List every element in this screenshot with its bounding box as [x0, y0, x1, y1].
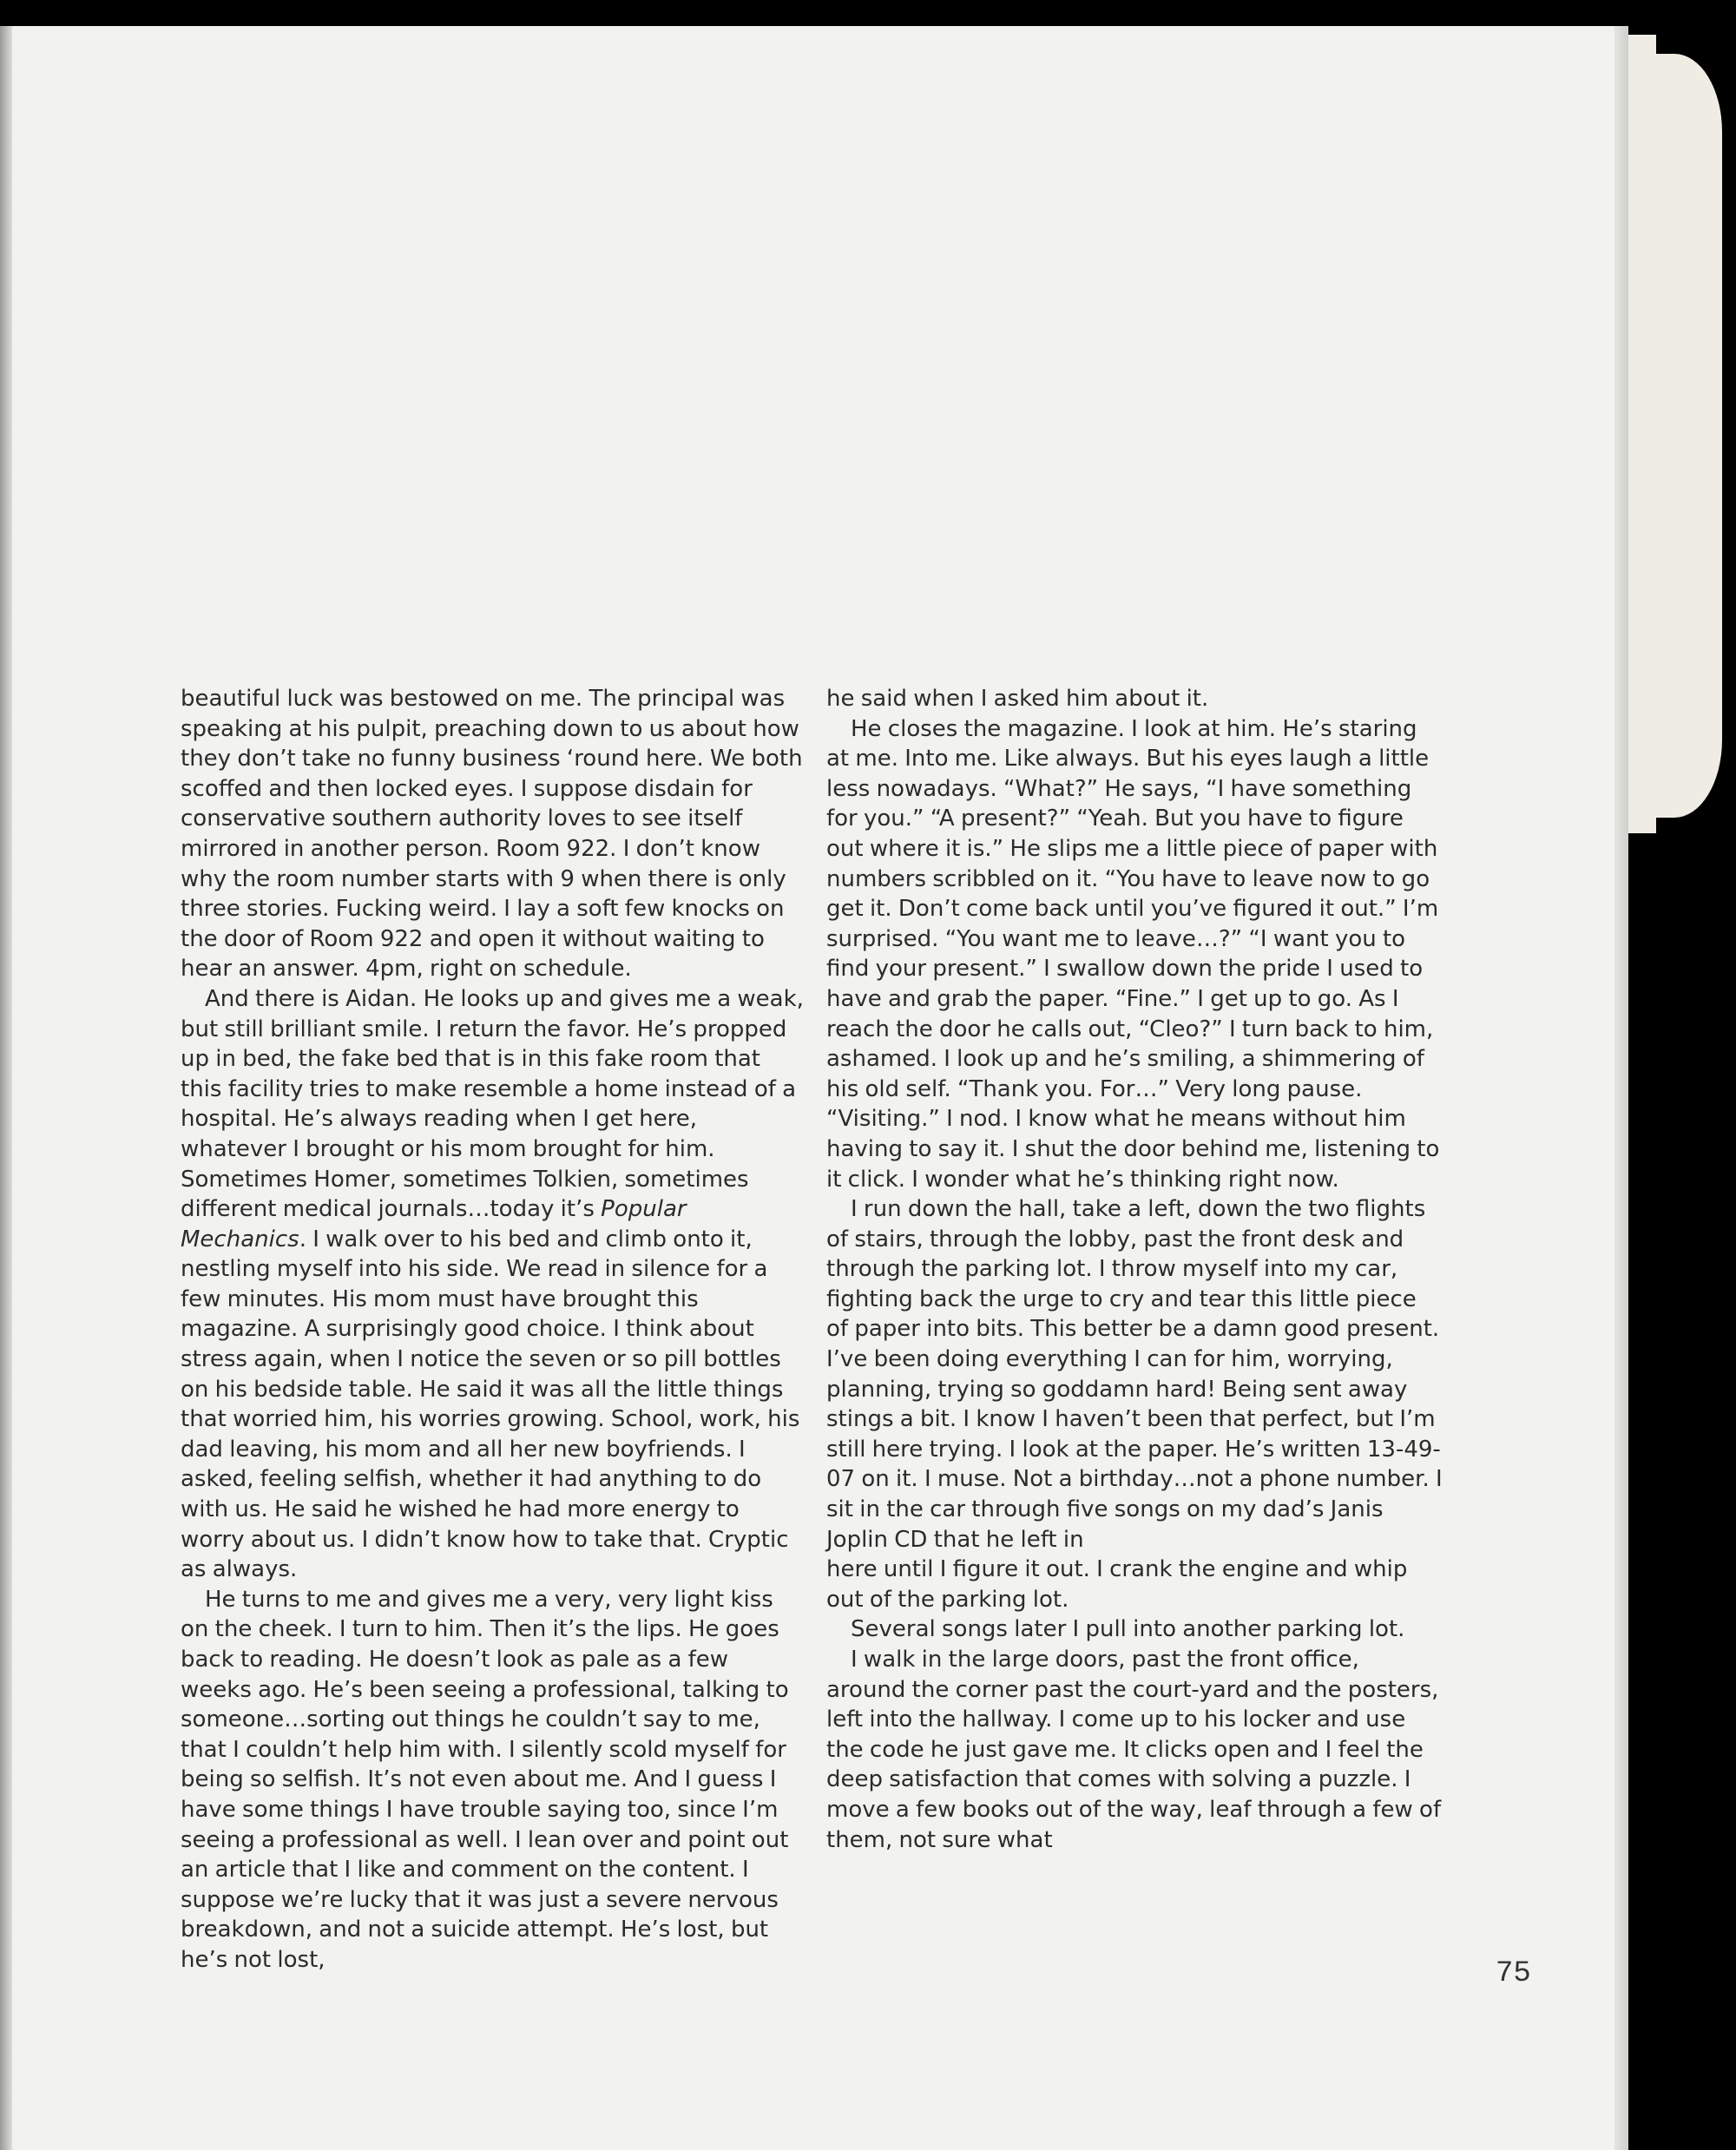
- paragraph: beautiful luck was bestowed on me. The principal was speaking at his pulpit, preaching down to us about how they don’t take no funny business ‘round here. We both scoffed and then locked eyes. I suppose disdain for conservative southern authority loves to see itself mirrored in another person. Room 922. I don’t know why the room number starts with 9 when there is only three stories. Fucking weird. I lay a soft few knocks on the door of Room 922 and open it without waiting to hear an answer. 4pm, right on schedule.: [181, 686, 803, 983]
- page-number: 75: [1496, 1957, 1531, 1990]
- paragraph: And there is Aidan. He looks up and gives me a weak, but still brilliant smile. I return the favor. He’s propped up in bed, the fake bed that is in this fake room that this facility tries to make resemble a home instead of a hospital. He’s always reading when I get here, whatever I brought or his mom brought for him. Sometimes Homer, sometimes Tolkien, sometimes different medical journals…today it’s Popular Mechanics. I walk over to his bed and climb onto it, nestling myself into his side. We read in silence for a few minutes. His mom must have brought this magazine. A surprisingly good choice. I think about stress again, when I notice the seven or so pill bottles on his bedside table. He said it was all the little things that worried him, his worries growing. School, work, his dad leaving, his mom and all her new boyfriends. I asked, feeling selfish, whether it had anything to do with us. He said he wished he had more energy to worry about us. I didn’t know how to take that. Cryptic as always.: [181, 985, 804, 1583]
- paragraph: Several songs later I pull into another parking lot.: [851, 1616, 1405, 1643]
- book-spine-shadow: [0, 26, 12, 2150]
- paragraph: He turns to me and gives me a very, very light kiss on the cheek. I turn to him. Then it’s the lips. He goes back to reading. He doesn’t look as pale as a few weeks ago. He’s been seeing a professional, talking to someone…sorting out things he couldn’t say to me, that I couldn’t help him with. I silently scold myself for being so selfish. It’s not even about me. And I guess I have some things I have trouble saying too, since I’m seeing a professional as well. I lean over and point out an article that I like and comment on the content. I suppose we’re lucky that it was just a severe nervous breakdown, and not a suicide attempt. He’s lost, but he’s not lost,: [181, 1586, 789, 1973]
- magazine-title: Popular Mechanics: [181, 1196, 687, 1253]
- paragraph-continuation: here until I figure it out. I crank the engine and whip out of the parking lot.: [826, 1556, 1408, 1613]
- divider-tab: [1628, 54, 1722, 818]
- paragraph: I walk in the large doors, past the front office, around the corner past the court-yard and the posters, left into the hallway. I come up to his locker and use the code he just gave me. It clicks open and I feel the deep satisfaction that comes with solving a puzzle. I move a few books out of the way, leaf through a few of them, not sure what: [826, 1647, 1442, 1853]
- paragraph: He closes the magazine. I look at him. He’s staring at me. Into me. Like always. But his eyes laugh a little less nowadays. “What?” He says, “I have something for you.” “A present?” “Yeah. But you have to figure out where it is.” He slips me a little piece of paper with numbers scribbled on it. “You have to leave now to go get it. Don’t come back until you’ve figured it out.” I’m surprised. “You want me to leave…?” “I want you to find your present.” I swallow down the pride I used to have and grab the paper. “Fine.” I get up to go. As I reach the door he calls out, “Cleo?” I turn back to him, ashamed. I look up and he’s smiling, a shimmering of his old self. “Thank you. For…” Very long pause. “Visiting.” I nod. I know what he means without him having to say it. I shut the door behind me, listening to it click. I wonder what he’s thinking right now.: [826, 715, 1440, 1193]
- left-text-column: [181, 684, 806, 1976]
- page-edge-shadow: [1614, 26, 1628, 2150]
- paragraph: he said when I asked him about it.: [826, 686, 1209, 712]
- right-text-column: [826, 684, 1443, 1855]
- paragraph: I run down the hall, take a left, down the two flights of stairs, through the lobby, past the front desk and through the parking lot. I throw myself into my car, fighting back the urge to cry and tear this little piece of paper into bits. This better be a damn good present. I’ve been doing everything I can for him, worrying, planning, trying so goddamn hard! Being sent away stings a bit. I know I haven’t been that perfect, but I’m still here trying. I look at the paper. He’s written 13-49-07 on it. I muse. Not a birthday…not a phone number. I sit in the car through five songs on my dad’s Janis Joplin CD that he left in: [826, 1196, 1443, 1553]
